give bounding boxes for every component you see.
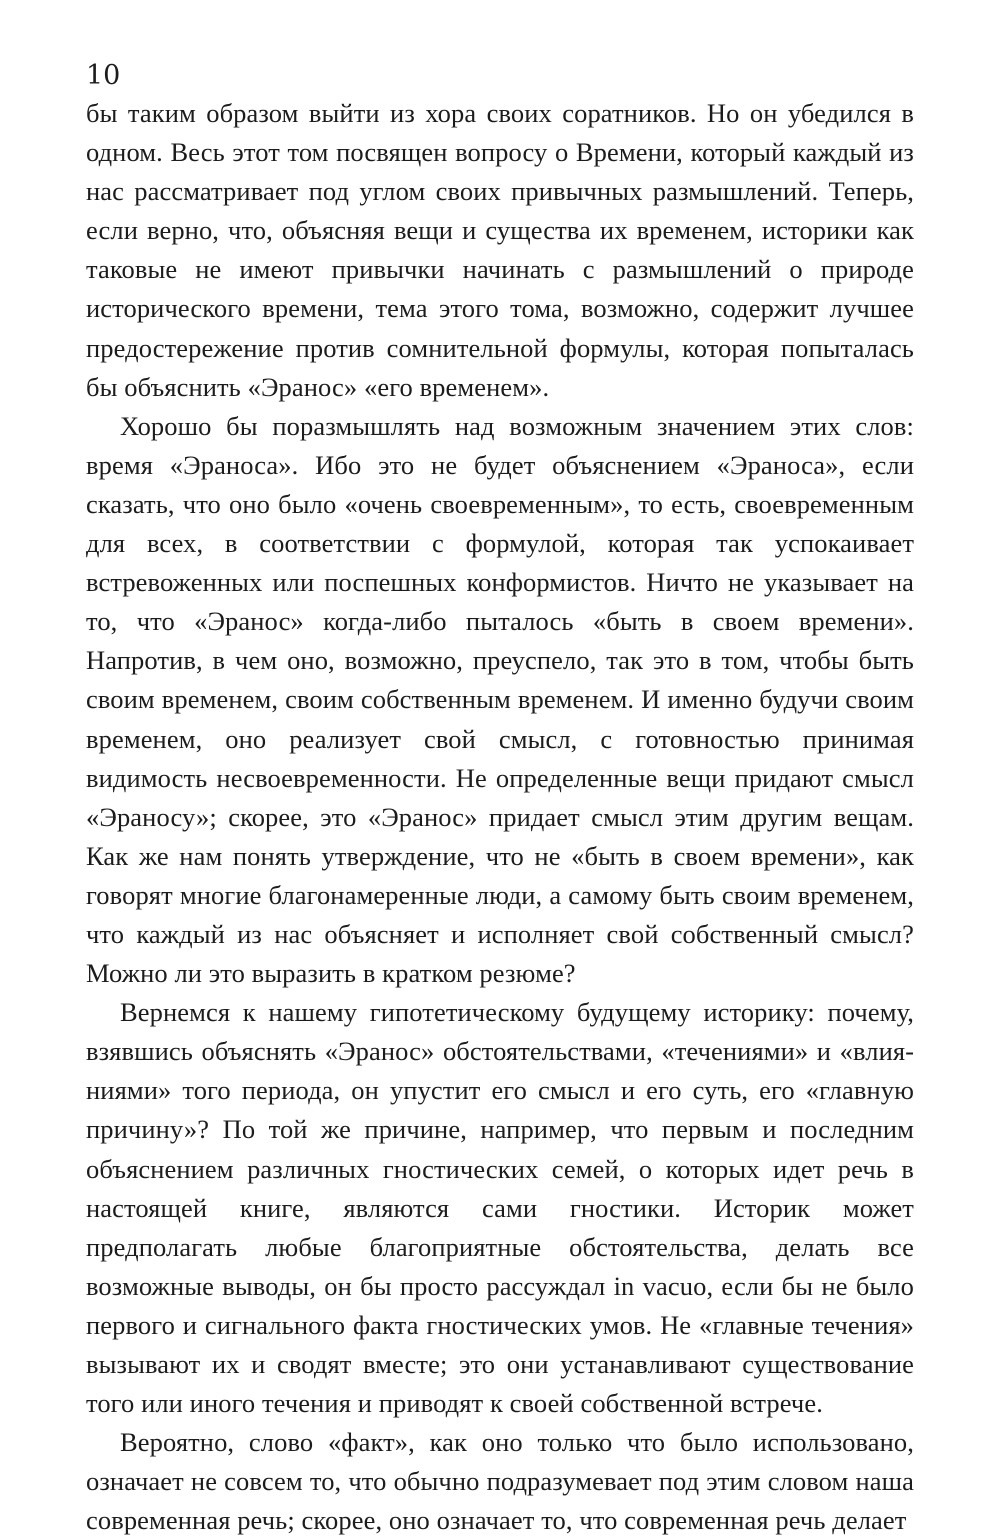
body-text [86,94,914,1540]
paragraph-1: бы таким образом выйти из хора своих соратников. Но он убедился в одном. Весь этот том посвящен вопросу о Времени, который каждый из нас рассматривает под углом своих привычных размышлений. Теперь, если верно, что, объясняя вещи и существа их временем, историки как таковые не имеют привычки начинать с размышлений о природе исторического времени, тема этого тома, возможно, содержит лучшее предостережение против сомнительной формулы, которая попыталась бы объяснить «Эранос» «его временем». [86,98,914,402]
paragraph-4: Вероятно, слово «факт», как оно только что было использовано, означает не совсем то, что обычно подразумевает под этим словом наша современная речь; скорее, оно означает то, что современная речь делает [86,1427,914,1536]
paragraph-2: Хорошо бы поразмышлять над возможным значением этих слов: время «Эраноса». Ибо это не будет объяснением «Эраноса», если сказать, что оно было «очень своевременным», то есть, своевременным для всех, в соответствии с формулой, которая так успокаивает встревоженных или поспешных конформистов. Ничто не указывает на то, что «Эранос» когда-либо пыталось «быть в своем времени». Напротив, в чем оно, возможно, преуспело, так это в том, чтобы быть своим временем, своим собственным временем. И именно будучи своим временем, оно реализует свой смысл, с готовностью принимая видимость несвоевременности. Не определенные вещи придают смысл «Эраносу»; скорее, это «Эранос» придает смысл этим другим вещам. Как же нам понять утверждение, что не «быть в своем времени», как говорят многие благонамеренные люди, а самому быть своим временем, что каждый из нас объясняет и исполняет свой собственный смысл? Можно ли это выразить в кратком резюме? [86,410,914,989]
paragraph-3: Вернемся к нашему гипотетическому будущему историку: почему, взявшись объяснять «Эранос» обстоятельствами, «течениями» и «влияниями» того периода, он упустит его смысл и его суть, его «главную причину»? По той же причине, например, что первым и последним объяснением различных гностических семей, о которых идет речь в настоящей книге, являются сами гностики. Историк может предполагать любые благоприятные обстоятельства, делать все возможные выводы, он бы просто рассуждал in vacuo, если бы не было первого и сигнального факта гностических умов. Не «главные течения» вызывают их и сводят вместе; это они устанавливают существование того или иного течения и приводят к своей собственной встрече. [86,997,914,1419]
book-page [86,58,914,1536]
page-number: 10 [86,60,121,91]
